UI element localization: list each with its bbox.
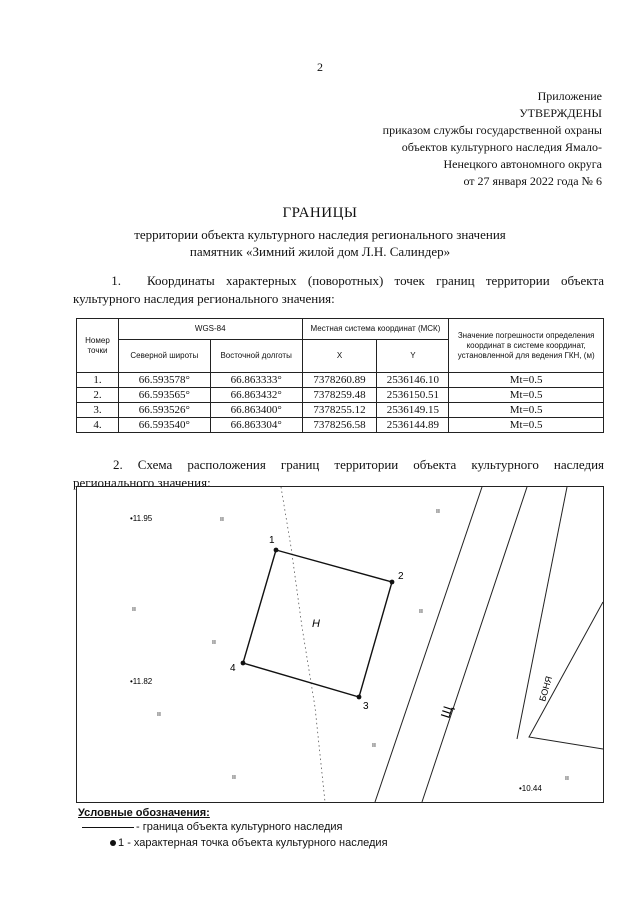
- boundary-point-marker: [274, 548, 279, 553]
- grass-mark: ıı: [419, 608, 423, 615]
- approval-line: Ненецкого автономного округа: [443, 157, 602, 171]
- boundary-point-marker: [357, 695, 362, 700]
- approval-line: УТВЕРЖДЕНЫ: [519, 106, 602, 120]
- coordinates-table: [76, 318, 604, 433]
- cell-latitude: 66.593526°: [118, 403, 210, 418]
- elevation-mark: •11.82: [130, 677, 153, 686]
- subtitle-line: памятник «Зимний жилой дом Л.Н. Салиндер»: [189, 244, 451, 259]
- legend-title: Условные обозначения:: [78, 807, 210, 819]
- cell-latitude: 66.593578°: [118, 373, 210, 388]
- grass-mark: ıı: [220, 516, 224, 523]
- header-wgs84: WGS-84: [118, 319, 302, 340]
- cell-y: 2536144.89: [377, 418, 449, 433]
- scheme-drawing: [77, 487, 603, 802]
- boundary-point-marker: [241, 661, 246, 666]
- header-error-value: Значение погрешности определения координат в системе координат, установленной для ведения ГКН, (м): [449, 319, 604, 373]
- elevation-mark: •11.95: [130, 514, 153, 523]
- document-title: ГРАНИЦЫ: [282, 205, 358, 221]
- table-row: [77, 388, 604, 403]
- cell-error: Mt=0.5: [449, 403, 604, 418]
- cell-longitude: 66.863432°: [210, 388, 302, 403]
- boundary-point-marker: [390, 580, 395, 585]
- cell-x: 7378259.48: [302, 388, 377, 403]
- cell-longitude: 66.863304°: [210, 418, 302, 433]
- cell-longitude: 66.863400°: [210, 403, 302, 418]
- cell-error: Mt=0.5: [449, 388, 604, 403]
- cell-error: Mt=0.5: [449, 373, 604, 388]
- road-label: Щ: [437, 703, 456, 720]
- cell-x: 7378256.58: [302, 418, 377, 433]
- grass-mark: ıı: [157, 711, 161, 718]
- cell-y: 2536146.10: [377, 373, 449, 388]
- header-y: Y: [377, 340, 449, 373]
- legend-boundary-text: - граница объекта культурного наследия: [136, 821, 343, 833]
- cell-x: 7378255.12: [302, 403, 377, 418]
- grass-mark: ıı: [372, 742, 376, 749]
- cell-point-number: 1.: [77, 373, 119, 388]
- point-label-4: 4: [230, 663, 236, 674]
- elevation-mark: •10.44: [519, 784, 542, 793]
- header-x: X: [302, 340, 377, 373]
- boundary-line-symbol: [82, 827, 134, 828]
- point-label-2: 2: [398, 571, 404, 582]
- street-name-label: БОНЯ: [537, 674, 555, 703]
- legend-point-text: - характерная точка объекта культурного наследия: [127, 837, 388, 849]
- section-1-number: 1.: [111, 273, 121, 288]
- cell-point-number: 3.: [77, 403, 119, 418]
- building-label: Н: [312, 618, 320, 630]
- table-row: [77, 403, 604, 418]
- cell-error: Mt=0.5: [449, 418, 604, 433]
- table-row: [77, 373, 604, 388]
- header-point-number: Номер точки: [77, 319, 119, 373]
- cell-point-number: 4.: [77, 418, 119, 433]
- grass-mark: ıı: [212, 639, 216, 646]
- cell-longitude: 66.863333°: [210, 373, 302, 388]
- subtitle-line: территории объекта культурного наследия регионального значения: [134, 227, 506, 242]
- header-latitude: Северной широты: [118, 340, 210, 373]
- cell-y: 2536149.15: [377, 403, 449, 418]
- boundary-scheme-map: [76, 486, 604, 803]
- approval-line: Приложение: [537, 89, 602, 103]
- approval-line: от 27 января 2022 года № 6: [463, 174, 602, 188]
- grass-mark: ıı: [436, 508, 440, 515]
- legend: [78, 807, 598, 849]
- section-2-paragraph: 2. Схема расположения границ территории объекта культурного наследия регионального значения:: [73, 457, 604, 490]
- section-1-paragraph: [73, 272, 604, 308]
- point-dot-symbol: [110, 840, 116, 846]
- table-row: [77, 418, 604, 433]
- road-edge-line: [375, 487, 482, 802]
- header-longitude: Восточной долготы: [210, 340, 302, 373]
- point-label-1: 1: [269, 535, 275, 546]
- cell-latitude: 66.593565°: [118, 388, 210, 403]
- approval-line: объектов культурного наследия Ямало-: [401, 140, 602, 154]
- road-edge-line: [422, 487, 527, 802]
- document-subtitle: [0, 226, 640, 260]
- approval-line: приказом службы государственной охраны: [382, 123, 602, 137]
- page-number: 2: [317, 60, 323, 74]
- grass-mark: ıı: [132, 606, 136, 613]
- grass-mark: ıı: [232, 774, 236, 781]
- legend-item-point: [78, 837, 388, 849]
- grass-mark: ıı: [565, 775, 569, 782]
- approval-block: [383, 88, 602, 190]
- section-1-text: Координаты характерных (поворотных) точек границ территории объекта культурного наследия регионального значения:: [73, 273, 604, 306]
- cell-point-number: 2.: [77, 388, 119, 403]
- dotted-path-line: [281, 487, 325, 802]
- point-label-3: 3: [363, 701, 369, 712]
- legend-item-boundary: [78, 821, 343, 833]
- cell-x: 7378260.89: [302, 373, 377, 388]
- cell-latitude: 66.593540°: [118, 418, 210, 433]
- legend-point-number: 1: [118, 837, 125, 849]
- cell-y: 2536150.51: [377, 388, 449, 403]
- header-local-system: Местная система координат (МСК): [302, 319, 449, 340]
